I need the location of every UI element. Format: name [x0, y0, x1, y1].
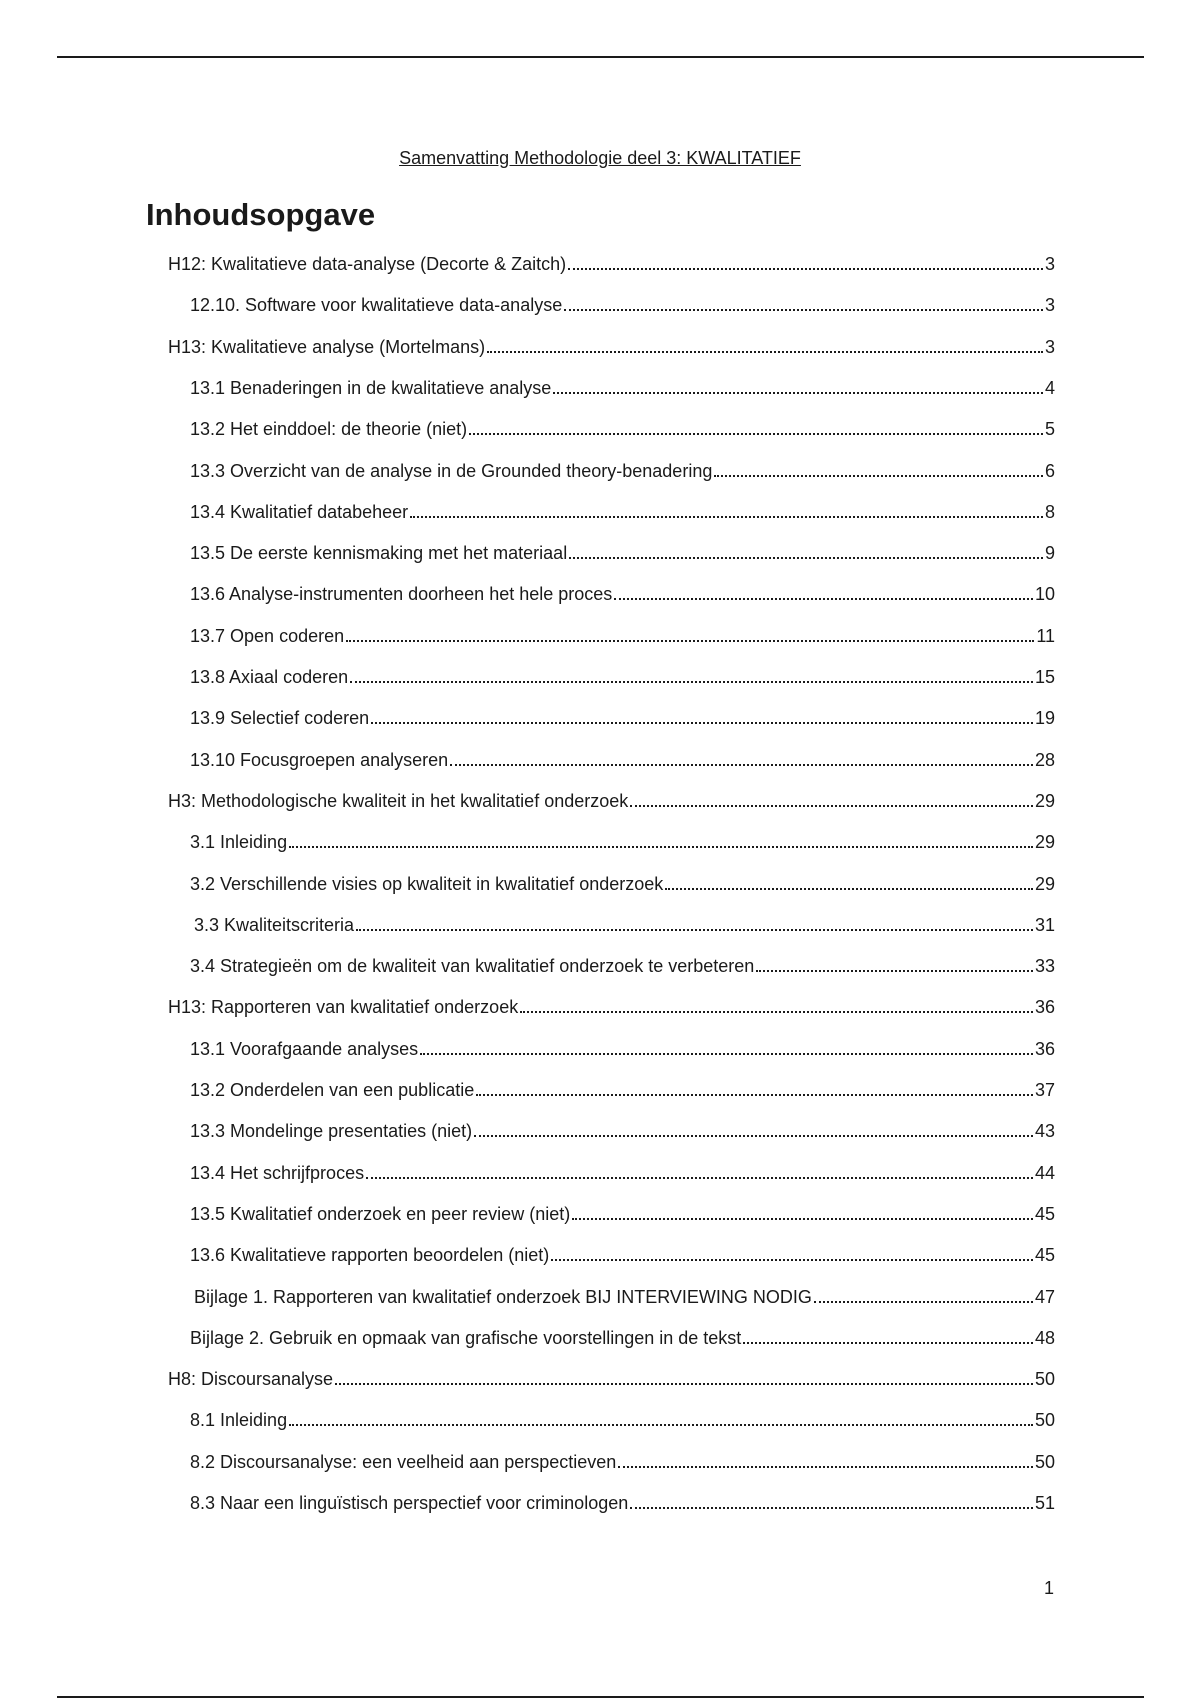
toc-leader-dots: [420, 1052, 1033, 1055]
toc-leader-dots: [564, 308, 1043, 311]
toc-entry[interactable]: [190, 1037, 1055, 1061]
toc-entry-page: 50: [1034, 1369, 1055, 1389]
toc-entry-page: 19: [1034, 708, 1055, 728]
toc-leader-dots: [553, 391, 1043, 394]
toc-entry[interactable]: [190, 1119, 1055, 1143]
toc-entry-title: H8: Discoursanalyse: [168, 1369, 334, 1389]
toc-leader-dots: [714, 474, 1043, 477]
toc-entry-page: 45: [1034, 1245, 1055, 1265]
toc-leader-dots: [743, 1341, 1033, 1344]
page-number: 1: [1043, 1578, 1054, 1598]
toc-entry[interactable]: [190, 1408, 1055, 1432]
toc-entry-page: 3: [1044, 295, 1055, 315]
toc-entry-title: 13.5 De eerste kennismaking met het materiaal: [190, 543, 568, 563]
toc-entry[interactable]: [190, 830, 1055, 854]
toc-entry-page: 29: [1034, 874, 1055, 894]
toc-entry-page: 4: [1044, 378, 1055, 398]
footer-rule: [57, 1696, 1144, 1698]
toc-heading: Inhoudsopgave: [146, 197, 376, 232]
toc-leader-dots: [569, 556, 1043, 559]
toc-leader-dots: [756, 969, 1033, 972]
toc-entry-page: 47: [1034, 1287, 1055, 1307]
toc-entry-page: 11: [1036, 626, 1055, 646]
toc-leader-dots: [346, 639, 1034, 642]
toc-leader-dots: [520, 1010, 1033, 1013]
toc-leader-dots: [568, 267, 1043, 270]
toc-entry-page: 50: [1034, 1452, 1055, 1472]
toc-entry-title: H13: Rapporteren van kwalitatief onderzoek: [168, 997, 519, 1017]
toc-entry-page: 28: [1034, 750, 1055, 770]
toc-entry-title: 13.6 Kwalitatieve rapporten beoordelen (niet): [190, 1245, 550, 1265]
toc-entry-title: 13.7 Open coderen: [190, 626, 345, 646]
toc-leader-dots: [289, 1423, 1033, 1426]
toc-entry-page: 36: [1034, 1039, 1055, 1059]
toc-entry-page: 36: [1034, 997, 1055, 1017]
toc-entry-title: 3.2 Verschillende visies op kwaliteit in kwalitatief onderzoek: [190, 874, 664, 894]
toc-entry[interactable]: [190, 665, 1055, 689]
toc-entry-page: 44: [1034, 1163, 1055, 1183]
toc-entry-title: H3: Methodologische kwaliteit in het kwalitatief onderzoek: [168, 791, 629, 811]
toc-entry-title: 13.9 Selectief coderen: [190, 708, 370, 728]
toc-entry-title: 13.5 Kwalitatief onderzoek en peer review (niet): [190, 1204, 571, 1224]
toc-entry[interactable]: [190, 582, 1055, 606]
toc-entry-page: 15: [1034, 667, 1055, 687]
toc-entry[interactable]: [190, 459, 1055, 483]
toc-entry-title: Bijlage 2. Gebruik en opmaak van grafische voorstellingen in de tekst: [190, 1328, 742, 1348]
toc-entry[interactable]: [168, 335, 1055, 359]
toc-entry[interactable]: [190, 1161, 1055, 1185]
toc-entry[interactable]: [194, 913, 1055, 937]
toc-entry-page: 45: [1034, 1204, 1055, 1224]
toc-entry[interactable]: [190, 541, 1055, 565]
toc-leader-dots: [450, 763, 1033, 766]
toc-entry-title: 8.3 Naar een linguïstisch perspectief voor criminologen: [190, 1493, 629, 1513]
toc-entry[interactable]: [190, 1078, 1055, 1102]
toc-leader-dots: [814, 1300, 1033, 1303]
toc-entry-title: 13.4 Kwalitatief databeheer: [190, 502, 409, 522]
toc-entry[interactable]: [190, 1202, 1055, 1226]
toc-leader-dots: [350, 680, 1033, 683]
toc-entry[interactable]: [190, 872, 1055, 896]
toc-entry-title: 13.1 Benaderingen in de kwalitatieve analyse: [190, 378, 552, 398]
toc-entry-title: 13.3 Mondelinge presentaties (niet): [190, 1121, 473, 1141]
toc-entry[interactable]: [168, 789, 1055, 813]
toc-entry-page: 33: [1034, 956, 1055, 976]
toc-entry-title: 13.4 Het schrijfproces: [190, 1163, 365, 1183]
toc-entry[interactable]: [190, 1326, 1055, 1350]
toc-entry-title: 8.1 Inleiding: [190, 1410, 288, 1430]
toc-entry-page: 6: [1044, 461, 1055, 481]
toc-entry-page: 29: [1034, 791, 1055, 811]
toc-entry-page: 3: [1044, 254, 1055, 274]
toc-entry-title: 13.3 Overzicht van de analyse in de Grounded theory-benadering: [190, 461, 713, 481]
toc-entry[interactable]: [190, 376, 1055, 400]
toc-leader-dots: [618, 1465, 1033, 1468]
toc-leader-dots: [289, 845, 1033, 848]
toc-entry-page: 37: [1034, 1080, 1055, 1100]
toc-entry[interactable]: [190, 954, 1055, 978]
toc-entry[interactable]: [168, 1367, 1055, 1391]
toc-entry[interactable]: [168, 995, 1055, 1019]
toc-entry-page: 43: [1034, 1121, 1055, 1141]
toc-entry-title: H13: Kwalitatieve analyse (Mortelmans): [168, 337, 486, 357]
toc-leader-dots: [476, 1093, 1033, 1096]
toc-entry[interactable]: [190, 1491, 1055, 1515]
toc-entry[interactable]: [190, 748, 1055, 772]
toc-entry[interactable]: [190, 500, 1055, 524]
toc-entry[interactable]: [190, 624, 1055, 648]
toc-entry[interactable]: [190, 1450, 1055, 1474]
header-rule: [57, 56, 1144, 58]
toc-entry-title: 12.10. Software voor kwalitatieve data-analyse: [190, 295, 563, 315]
toc-entry-page: 5: [1044, 419, 1055, 439]
toc-entry-title: 3.3 Kwaliteitscriteria: [194, 915, 355, 935]
toc-leader-dots: [551, 1258, 1033, 1261]
toc-leader-dots: [371, 721, 1033, 724]
toc-entry-page: 3: [1044, 337, 1055, 357]
toc-entry-title: 3.4 Strategieën om de kwaliteit van kwalitatief onderzoek te verbeteren: [190, 956, 755, 976]
toc-entry[interactable]: [168, 252, 1055, 276]
toc-entry-title: 13.10 Focusgroepen analyseren: [190, 750, 449, 770]
toc-entry[interactable]: [194, 1285, 1055, 1309]
toc-entry-page: 9: [1044, 543, 1055, 563]
toc-entry[interactable]: [190, 1243, 1055, 1267]
toc-entry[interactable]: [190, 706, 1055, 730]
toc-entry-title: 13.6 Analyse-instrumenten doorheen het hele proces: [190, 584, 613, 604]
toc-leader-dots: [335, 1382, 1033, 1385]
toc-entry-title: H12: Kwalitatieve data-analyse (Decorte & Zaitch): [168, 254, 567, 274]
toc-entry-title: 13.1 Voorafgaande analyses: [190, 1039, 419, 1059]
toc-entry-page: 50: [1034, 1410, 1055, 1430]
toc-leader-dots: [356, 928, 1033, 931]
toc-leader-dots: [630, 804, 1033, 807]
toc-leader-dots: [665, 887, 1033, 890]
toc-entry-page: 10: [1034, 584, 1055, 604]
toc-entry-page: 48: [1034, 1328, 1055, 1348]
toc-leader-dots: [614, 597, 1033, 600]
toc-entry-title: 8.2 Discoursanalyse: een veelheid aan perspectieven: [190, 1452, 617, 1472]
document-title: Samenvatting Methodologie deel 3: KWALITATIEF: [399, 148, 801, 168]
toc-entry-page: 31: [1034, 915, 1055, 935]
toc-entry-title: 13.8 Axiaal coderen: [190, 667, 349, 687]
toc-entry-page: 51: [1034, 1493, 1055, 1513]
toc-leader-dots: [469, 432, 1043, 435]
toc-entry-title: 3.1 Inleiding: [190, 832, 288, 852]
toc-entry[interactable]: [190, 293, 1055, 317]
toc-leader-dots: [366, 1176, 1033, 1179]
toc-entry[interactable]: [190, 417, 1055, 441]
toc-leader-dots: [474, 1134, 1033, 1137]
toc-leader-dots: [410, 515, 1043, 518]
toc-entry-title: Bijlage 1. Rapporteren van kwalitatief onderzoek BIJ INTERVIEWING NODIG: [194, 1287, 812, 1307]
toc-entry-title: 13.2 Het einddoel: de theorie (niet): [190, 419, 468, 439]
toc-leader-dots: [487, 350, 1043, 353]
toc-entry-page: 29: [1034, 832, 1055, 852]
toc-leader-dots: [630, 1506, 1033, 1509]
toc-entry-page: 8: [1044, 502, 1055, 522]
toc-entry-title: 13.2 Onderdelen van een publicatie: [190, 1080, 475, 1100]
toc-leader-dots: [572, 1217, 1033, 1220]
